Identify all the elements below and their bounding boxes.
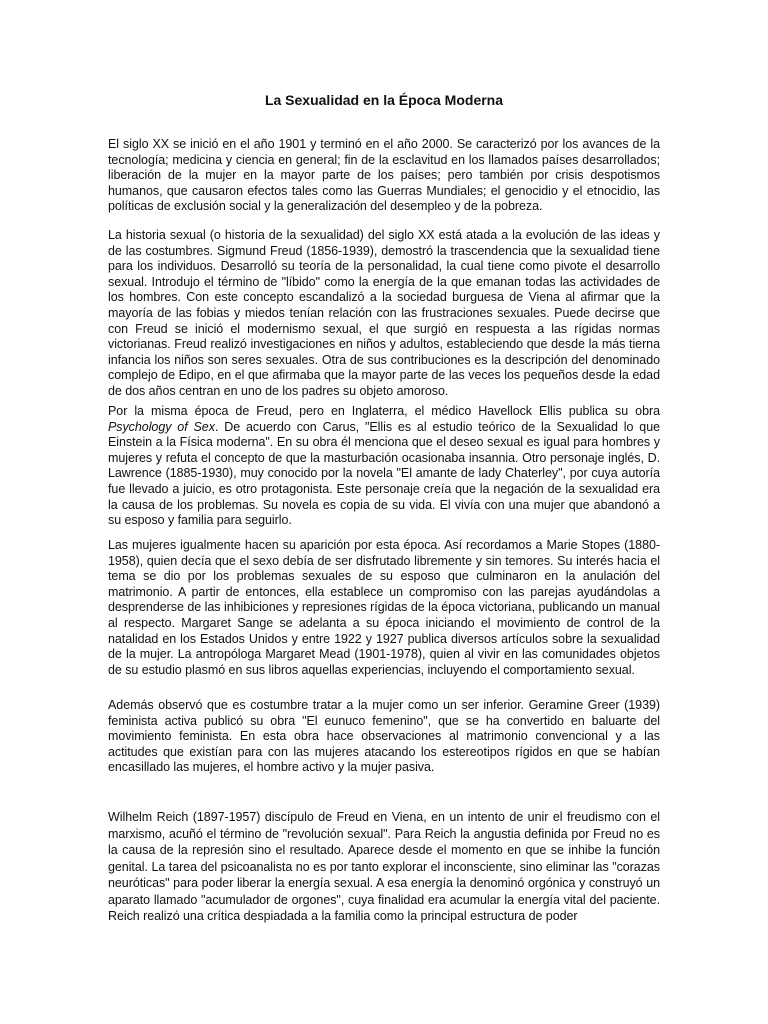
paragraph-germaine-greer: Además observó que es costumbre tratar a la mujer como un ser inferior. Geramine Greer (1939) feminista activa publicó su obra "El eunuco femenino", que se ha convertido en baluarte del movimiento feminista. En esta obra hace observaciones al matrimonio convencional y a las actitudes que existían para con las mujeres atacando los estereotipos rígidos en que se habían encasillado las mujeres, el hombre activo y la mujer pasiva. bbox=[108, 698, 660, 775]
paragraph-mujeres: Las mujeres igualmente hacen su aparición por esta época. Así recordamos a Marie Stopes (1880-1958), quien decía que el sexo debía de ser disfrutado libremente y sin temores. Su interés hacia el tema se dio por los problemas sexuales de su esposo que culminaron en la anulación del matrimonio. A partir de entonces, ella establece un compromiso con las parejas ayudándolas a desprenderse de las inhibiciones y represiones rígidas de la época victoriana, publicando un manual al respecto. Margaret Sange se adelanta a su época iniciando el movimiento de control de la natalidad en los Estados Unidos y entre 1922 y 1927 publica diversos artículos sobre la sexualidad de la mujer. La antropóloga Margaret Mead (1901-1978), quien al vivir en las comunidades objetos de su estudio plasmó en sus libros aquellas experiencias, incluyendo el comportamiento sexual. bbox=[108, 538, 660, 677]
paragraph-wilhelm-reich: Wilhelm Reich (1897-1957) discípulo de Freud en Viena, en un intento de unir el freudismo con el marxismo, acuñó el término de "revolución sexual". Para Reich la angustia definida por Freud no es la causa de la represión sino el resultado. Aparece desde el momento en que se inhibe la función genital. La tarea del psicoanalista no es por tanto explorar el inconsciente, sino eliminar las "corazas neuróticas" para poder liberar la energía sexual. A esa energía la denominó orgónica y construyó un aparato llamado "acumulador de orgones", cuya finalidad era acumular la energía vital del paciente. Reich realizó una crítica despiadada a la familia como la principal estructura de poder bbox=[108, 810, 660, 923]
book-title-emphasis: Psychology of Sex bbox=[108, 419, 215, 434]
paragraph-havellock-ellis bbox=[108, 404, 660, 529]
paragraph-text-segment: . De acuerdo con Carus, "Ellis es al estudio teórico de la Sexualidad lo que Einstein a la Física moderna". En su obra él menciona que el deseo sexual es igual para hombres y mujeres y refuta el concepto de que la masturbación ocasionaba insannia. Otro personaje inglés, D. Lawrence (1885-1930), muy conocido por la novela "El amante de lady Chaterley", por cuya autoría fue llevado a juicio, es otro protagonista. Este personaje creía que la negación de la sexualidad era la causa de los problemas. Su novela es copia de su vida. El vivía con una mujer que abandonó a su esposo y familia para seguirlo. bbox=[108, 419, 661, 528]
paragraph-siglo-xx: El siglo XX se inició en el año 1901 y terminó en el año 2000. Se caracterizó por los avances de la tecnología; medicina y ciencia en general; fin de la esclavitud en los llamados países desarrollados; liberación de la mujer en la mayor parte de los países; pero también por crisis despotismos humanos, que causaron efectos tales como las Guerras Mundiales; el genocidio y el etnocidio, las políticas de exclusión social y la generalización del desempleo y de la pobreza. bbox=[108, 137, 660, 214]
document-title: La Sexualidad en la Época Moderna bbox=[264, 92, 504, 108]
paragraph-text-segment: Por la misma época de Freud, pero en Inglaterra, el médico Havellock Ellis publica su obra bbox=[108, 404, 660, 418]
paragraph-historia-sexual-freud: La historia sexual (o historia de la sexualidad) del siglo XX está atada a la evolución de las ideas y de las costumbres. Sigmund Freud (1856-1939), demostró la trascendencia que la sexualidad tiene para los individuos. Desarrolló su teoría de la personalidad, la cual tiene como pivote el desarrollo sexual. Introdujo el término de "líbido" como la energía de la que emanan todas las actividades de los hombres. Con este concepto escandalizó a la sociedad burguesa de Viena al afirmar que la mayoría de las fobias y miedos tenían relación con las frustraciones sexuales. Puede decirse que con Freud se inició el modernismo sexual, el que surgió en respuesta a las rígidas normas victorianas. Freud realizó investigaciones en niños y adultos, estableciendo que desde la más tierna infancia los niños son seres sexuales. Otra de sus contribuciones es la descripción del denominado complejo de Edipo, en el que afirmaba que la mayor parte de las veces los pequeños desde la edad de dos años centran en uno de los padres su objeto amoroso. bbox=[108, 228, 660, 398]
